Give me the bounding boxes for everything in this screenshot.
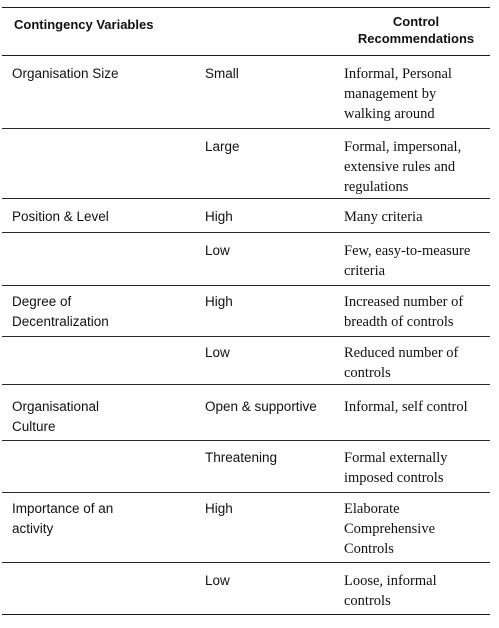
control-recommendation-cell: Formal externally imposed controls — [344, 450, 448, 486]
header-control-recommendations: Control Recommendations — [357, 14, 475, 46]
header-bottom-rule — [2, 55, 490, 56]
row-divider — [2, 285, 490, 286]
condition-cell: Threatening — [205, 450, 278, 465]
header-contingency-variables: Contingency Variables — [14, 17, 154, 32]
condition-cell: Large — [205, 139, 240, 154]
contingency-variable-cell: Degree of Decentralization — [12, 294, 109, 329]
contingency-variable-cell: Position & Level — [12, 209, 109, 224]
row-divider — [2, 336, 490, 337]
condition-cell: High — [205, 209, 233, 224]
condition-cell: Low — [205, 345, 230, 360]
control-recommendation-cell: Many criteria — [344, 209, 423, 225]
condition-cell: Small — [205, 66, 239, 81]
condition-cell: Low — [205, 243, 230, 258]
condition-cell: High — [205, 501, 233, 516]
row-divider — [2, 198, 490, 199]
contingency-variable-cell: Importance of an activity — [12, 501, 114, 536]
row-divider — [2, 440, 490, 441]
row-divider — [2, 232, 490, 233]
control-recommendation-cell: Few, easy-to-measure criteria — [344, 243, 471, 279]
row-divider — [2, 128, 490, 129]
control-recommendation-cell: Informal, self control — [344, 399, 468, 415]
condition-cell: High — [205, 294, 233, 309]
contingency-variable-cell: Organisational Culture — [12, 399, 100, 434]
control-recommendation-cell: Elaborate Comprehensive Controls — [344, 501, 436, 557]
row-divider — [2, 562, 490, 563]
row-divider — [2, 384, 490, 385]
row-divider — [2, 492, 490, 493]
control-recommendation-cell: Reduced number of controls — [344, 345, 459, 381]
table-bottom-rule — [2, 614, 490, 615]
condition-cell: Low — [205, 573, 230, 588]
control-recommendation-cell: Increased number of breadth of controls — [344, 294, 464, 330]
contingency-variable-cell: Organisation Size — [12, 66, 119, 81]
control-recommendation-cell: Informal, Personal management by walking around — [344, 66, 452, 122]
table-top-rule — [2, 7, 490, 8]
control-recommendation-cell: Formal, impersonal, extensive rules and regulations — [344, 139, 462, 195]
control-recommendation-cell: Loose, informal controls — [344, 573, 437, 609]
condition-cell: Open & supportive — [205, 399, 317, 414]
